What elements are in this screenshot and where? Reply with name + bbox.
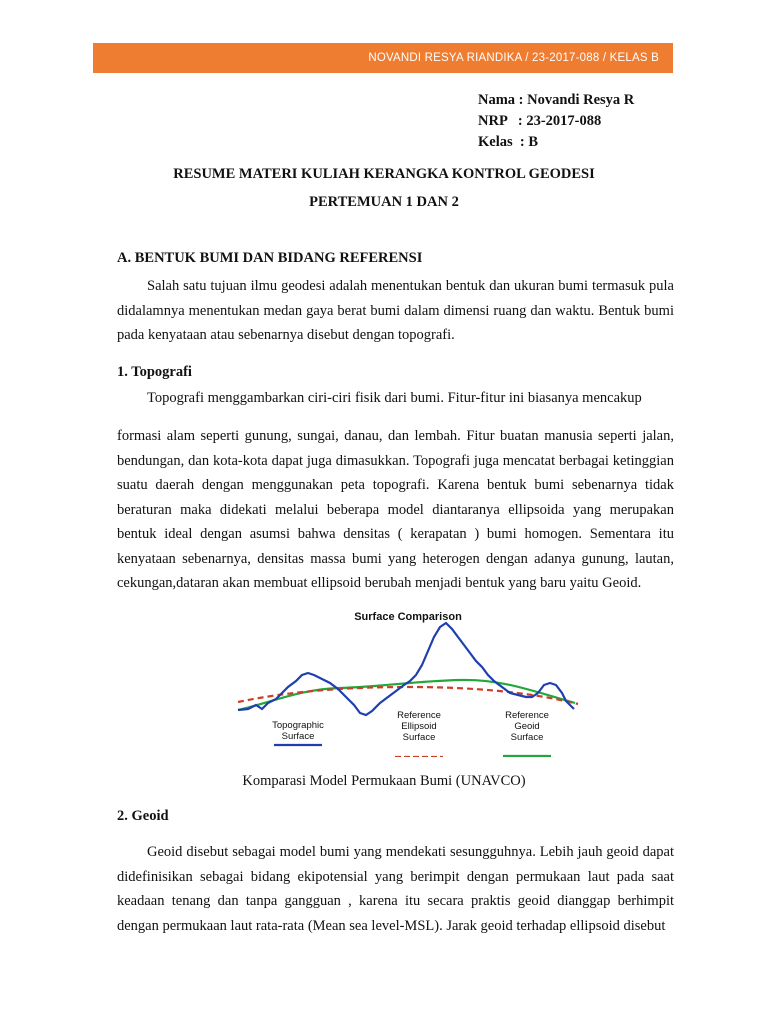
legend-ellipsoid-line1: Reference [397, 710, 441, 721]
section-a-heading: A. BENTUK BUMI DAN BIDANG REFERENSI [117, 250, 423, 266]
running-header [93, 43, 673, 73]
geoid-paragraph: Geoid disebut sebagai model bumi yang mendekati sesungguhnya. Lebih jauh geoid dapat didefinisikan sebagai bidang ekipotensial yang berimpit dengan permukaan laut pada saat keadaan tenang dan tanpa gangguan , karena itu secara praktis geoid dianggap berhimpit dengan permukaan laut rata-rata (Mean sea level-MSL). Jarak geoid terhadap ellipsoid disebut [117, 844, 674, 934]
name-row: Nama : Novandi Resya R [478, 92, 635, 108]
section-a-paragraph: Salah satu tujuan ilmu geodesi adalah menentukan bentuk dan ukuran bumi termasuk pula didalamnya menentukan medan gaya berat bumi dalam dimensi ruang dan waktu. Bentuk bumi pada kenyataan atau sebenarnya disebut dengan topografi. [117, 278, 674, 343]
legend-ellipsoid-line3: Surface [402, 732, 436, 743]
surface-comparison-figure [230, 605, 586, 757]
legend-geoid-line2: Geoid [514, 721, 540, 732]
figure-title: Surface Comparison [354, 611, 462, 623]
nrp-row: NRP : 23-2017-088 [478, 113, 602, 129]
legend-topographic-line2: Surface [281, 731, 315, 742]
legend-geoid-line1: Reference [505, 710, 549, 721]
topografi-heading: 1. Topografi [117, 364, 192, 380]
surface-comparison-diagram [230, 605, 586, 757]
student-identity [478, 90, 634, 153]
geoid-heading: 2. Geoid [117, 808, 169, 824]
legend-geoid-line3: Surface [510, 732, 544, 743]
running-header-text: NOVANDI RESYA RIANDIKA / 23-2017-088 / KELAS B [368, 52, 659, 64]
legend-ellipsoid-line2: Ellipsoid [401, 721, 437, 732]
topografi-first-line: Topografi menggambarkan ciri-ciri fisik dari bumi. Fitur-fitur ini biasanya mencakup [147, 390, 642, 406]
document-subtitle: PERTEMUAN 1 DAN 2 [309, 194, 459, 210]
document-title: RESUME MATERI KULIAH KERANGKA KONTROL GEODESI [173, 166, 595, 182]
kelas-row: Kelas : B [478, 134, 539, 150]
figure-caption: Komparasi Model Permukaan Bumi (UNAVCO) [242, 773, 526, 789]
topographic-surface-line [238, 623, 574, 715]
topografi-paragraph: formasi alam seperti gunung, sungai, danau, dan lembah. Fitur buatan manusia seperti jalan, bendungan, dan kota-kota dapat juga dimasukkan. Topografi juga mencatat berbagai ketinggian suatu daerah dengan menggunakan peta topografi. Karena bentuk bumi sebenarnya tidak beraturan maka didekati melalui beberapa model diantaranya ellipsoida yang merupakan bentuk ideal dengan asumsi bahwa densitas ( kerapatan ) bumi homogen. Sementara itu kenyataan sebenarnya, densitas massa bumi yang heterogen dengan adanya gunung, lautan, cekungan,dataran akan membuat ellipsoid berubah menjadi bentuk yang baru yaitu Geoid. [117, 428, 674, 591]
legend-topographic-line1: Topographic [272, 720, 324, 731]
